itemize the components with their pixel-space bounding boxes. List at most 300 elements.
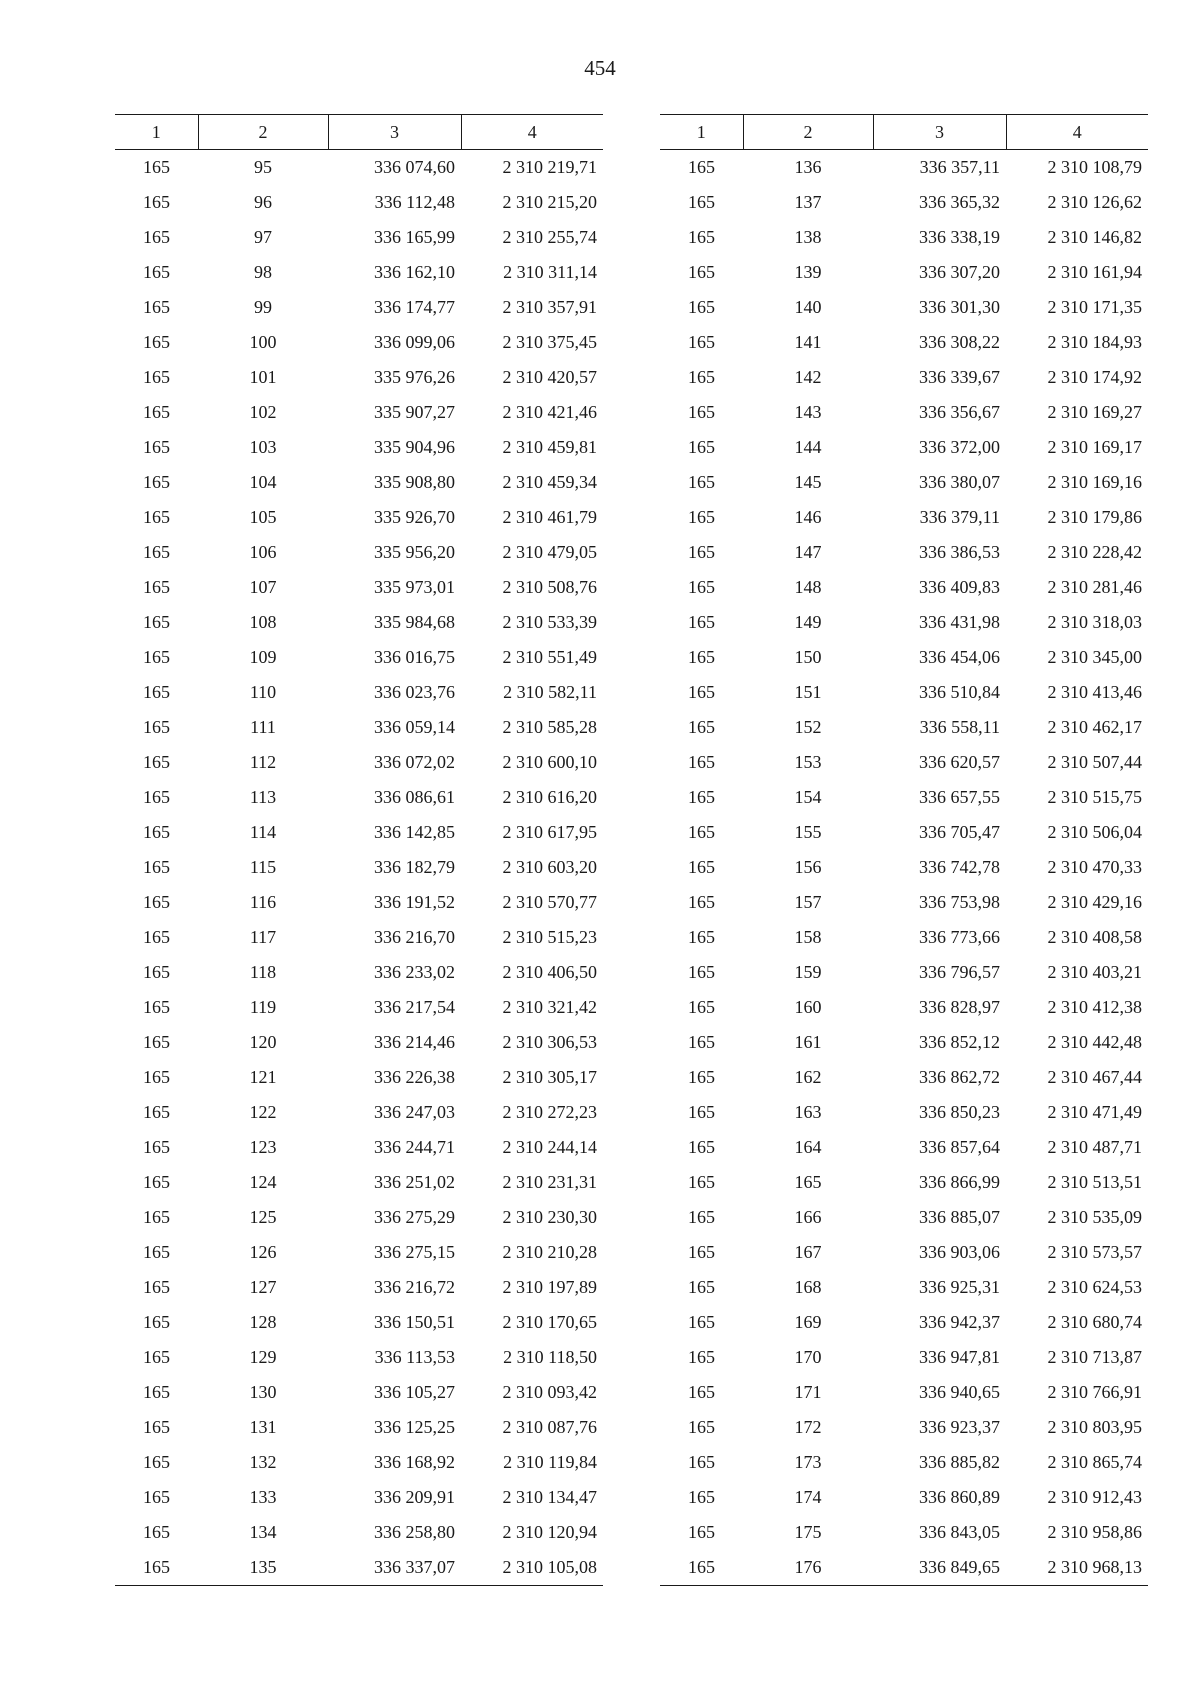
point-number-cell: 138 [794, 227, 822, 247]
y-coordinate-cell: 2 310 118,50 [503, 1347, 597, 1367]
section-number-cell: 165 [143, 1277, 170, 1297]
x-coordinate-cell: 336 023,76 [374, 682, 455, 702]
x-coordinate-cell: 336 339,67 [919, 367, 1000, 387]
table-row [660, 290, 1148, 325]
point-number-cell: 102 [249, 402, 277, 422]
table-row [660, 1340, 1148, 1375]
x-coordinate-cell: 336 885,07 [919, 1207, 1000, 1227]
x-coordinate-cell: 336 216,72 [374, 1277, 455, 1297]
x-coordinate-cell: 335 973,01 [374, 577, 455, 597]
table-row [115, 850, 603, 885]
point-number-cell: 164 [794, 1137, 822, 1157]
section-number-cell: 165 [688, 752, 715, 772]
column-header-4: 4 [461, 115, 603, 150]
x-coordinate-cell: 336 852,12 [919, 1032, 1000, 1052]
y-coordinate-cell: 2 310 461,79 [502, 507, 597, 527]
section-number-cell: 165 [688, 577, 715, 597]
section-number-cell: 165 [688, 1382, 715, 1402]
x-coordinate-cell: 336 365,32 [919, 192, 1000, 212]
x-coordinate-cell: 336 072,02 [374, 752, 455, 772]
table-row [660, 255, 1148, 290]
point-number-cell: 101 [249, 367, 277, 387]
x-coordinate-cell: 336 191,52 [374, 892, 455, 912]
point-number-cell: 161 [794, 1032, 822, 1052]
section-number-cell: 165 [143, 1067, 170, 1087]
section-number-cell: 165 [688, 1277, 715, 1297]
y-coordinate-cell: 2 310 535,09 [1047, 1207, 1142, 1227]
table-row [660, 1445, 1148, 1480]
y-coordinate-cell: 2 310 169,17 [1047, 437, 1142, 457]
y-coordinate-cell: 2 310 119,84 [503, 1452, 597, 1472]
y-coordinate-cell: 2 310 471,49 [1047, 1102, 1142, 1122]
table-row [115, 465, 603, 500]
x-coordinate-cell: 336 885,82 [919, 1452, 1000, 1472]
table-row [660, 640, 1148, 675]
table-row [660, 1410, 1148, 1445]
point-number-cell: 163 [794, 1102, 822, 1122]
section-number-cell: 165 [143, 332, 170, 352]
y-coordinate-cell: 2 310 108,79 [1047, 157, 1142, 177]
y-coordinate-cell: 2 310 713,87 [1047, 1347, 1142, 1367]
column-header-2: 2 [743, 115, 873, 150]
point-number-cell: 143 [794, 402, 822, 422]
table-row [115, 1480, 603, 1515]
y-coordinate-cell: 2 310 533,39 [502, 612, 597, 632]
y-coordinate-cell: 2 310 680,74 [1047, 1312, 1142, 1332]
section-number-cell: 165 [688, 262, 715, 282]
y-coordinate-cell: 2 310 210,28 [502, 1242, 597, 1262]
x-coordinate-cell: 335 907,27 [374, 402, 455, 422]
section-number-cell: 165 [688, 1522, 715, 1542]
table-row [115, 990, 603, 1025]
column-header-3: 3 [328, 115, 461, 150]
point-number-cell: 174 [794, 1487, 822, 1507]
section-number-cell: 165 [688, 192, 715, 212]
y-coordinate-cell: 2 310 508,76 [502, 577, 597, 597]
x-coordinate-cell: 336 275,15 [374, 1242, 455, 1262]
y-coordinate-cell: 2 310 551,49 [502, 647, 597, 667]
y-coordinate-cell: 2 310 420,57 [502, 367, 597, 387]
x-coordinate-cell: 336 168,92 [374, 1452, 455, 1472]
page-number: 454 [584, 56, 616, 80]
y-coordinate-cell: 2 310 174,92 [1047, 367, 1142, 387]
y-coordinate-cell: 2 310 616,20 [502, 787, 597, 807]
column-header-1: 1 [115, 115, 198, 150]
section-number-cell: 165 [688, 1137, 715, 1157]
y-coordinate-cell: 2 310 585,28 [502, 717, 597, 737]
y-coordinate-cell: 2 310 228,42 [1047, 542, 1142, 562]
x-coordinate-cell: 336 016,75 [374, 647, 455, 667]
table-header-row [115, 115, 603, 150]
x-coordinate-cell: 336 216,70 [374, 927, 455, 947]
x-coordinate-cell: 336 940,65 [919, 1382, 1000, 1402]
y-coordinate-cell: 2 310 126,62 [1047, 192, 1142, 212]
section-number-cell: 165 [688, 437, 715, 457]
point-number-cell: 147 [794, 542, 822, 562]
section-number-cell: 165 [143, 1032, 170, 1052]
table-row [660, 1025, 1148, 1060]
x-coordinate-cell: 336 866,99 [919, 1172, 1000, 1192]
section-number-cell: 165 [660, 1550, 743, 1586]
section-number-cell: 165 [688, 1172, 715, 1192]
point-number-cell: 125 [249, 1207, 277, 1227]
y-coordinate-cell: 2 310 865,74 [1047, 1452, 1142, 1472]
x-coordinate-cell: 336 773,66 [919, 927, 1000, 947]
x-coordinate-cell: 336 828,97 [919, 997, 1000, 1017]
y-coordinate-cell: 2 310 306,53 [502, 1032, 597, 1052]
point-number-cell: 134 [249, 1522, 277, 1542]
x-coordinate-cell: 336 850,23 [919, 1102, 1000, 1122]
y-coordinate-cell: 2 310 345,00 [1047, 647, 1142, 667]
section-number-cell: 165 [143, 1207, 170, 1227]
table-row [660, 885, 1148, 920]
point-number-cell: 115 [249, 857, 277, 877]
table-row [115, 220, 603, 255]
section-number-cell: 165 [688, 1487, 715, 1507]
y-coordinate-cell: 2 310 272,23 [502, 1102, 597, 1122]
x-coordinate-cell: 336 174,77 [374, 297, 455, 317]
section-number-cell: 165 [688, 1417, 715, 1437]
x-coordinate-cell: 335 926,70 [374, 507, 455, 527]
y-coordinate-cell: 2 310 912,43 [1047, 1487, 1142, 1507]
point-number-cell: 140 [794, 297, 822, 317]
table-row [115, 150, 603, 186]
y-coordinate-cell: 2 310 442,48 [1047, 1032, 1142, 1052]
x-coordinate-cell: 336 796,57 [919, 962, 1000, 982]
point-number-cell: 114 [249, 822, 277, 842]
x-coordinate-cell: 336 142,85 [374, 822, 455, 842]
table-row [115, 185, 603, 220]
point-number-cell: 158 [794, 927, 822, 947]
section-number-cell: 165 [143, 717, 170, 737]
table-row [660, 605, 1148, 640]
point-number-cell: 168 [794, 1277, 822, 1297]
table-row [115, 500, 603, 535]
section-number-cell: 165 [143, 542, 170, 562]
x-coordinate-cell: 336 337,07 [328, 1550, 461, 1586]
y-coordinate-cell: 2 310 184,93 [1047, 332, 1142, 352]
point-number-cell: 127 [249, 1277, 277, 1297]
point-number-cell: 149 [794, 612, 822, 632]
x-coordinate-cell: 336 862,72 [919, 1067, 1000, 1087]
section-number-cell: 165 [688, 892, 715, 912]
point-number-cell: 105 [249, 507, 277, 527]
section-number-cell: 165 [143, 1382, 170, 1402]
x-coordinate-cell: 336 308,22 [919, 332, 1000, 352]
y-coordinate-cell: 2 310 506,04 [1047, 822, 1142, 842]
point-number-cell: 95 [254, 157, 272, 177]
x-coordinate-cell: 336 454,06 [919, 647, 1000, 667]
x-coordinate-cell: 336 923,37 [919, 1417, 1000, 1437]
section-number-cell: 165 [143, 1137, 170, 1157]
section-number-cell: 165 [143, 682, 170, 702]
point-number-cell: 97 [254, 227, 272, 247]
point-number-cell: 116 [249, 892, 277, 912]
point-number-cell: 172 [794, 1417, 822, 1437]
section-number-cell: 165 [143, 507, 170, 527]
section-number-cell: 165 [688, 367, 715, 387]
point-number-cell: 109 [249, 647, 277, 667]
x-coordinate-cell: 336 247,03 [374, 1102, 455, 1122]
point-number-cell: 110 [249, 682, 277, 702]
table-row [660, 220, 1148, 255]
coordinates-table-left [115, 114, 603, 1586]
point-number-cell: 103 [249, 437, 277, 457]
section-number-cell: 165 [143, 402, 170, 422]
point-number-cell: 120 [249, 1032, 277, 1052]
section-number-cell: 165 [688, 227, 715, 247]
y-coordinate-cell: 2 310 281,46 [1047, 577, 1142, 597]
point-number-cell: 173 [794, 1452, 822, 1472]
y-coordinate-cell: 2 310 244,14 [502, 1137, 597, 1157]
table-row [660, 1200, 1148, 1235]
y-coordinate-cell: 2 310 766,91 [1047, 1382, 1142, 1402]
section-number-cell: 165 [143, 472, 170, 492]
column-header-1: 1 [660, 115, 743, 150]
x-coordinate-cell: 336 558,11 [919, 717, 1000, 737]
section-number-cell: 165 [688, 857, 715, 877]
table-row [660, 1550, 1148, 1586]
table-row [660, 500, 1148, 535]
table-row [115, 920, 603, 955]
point-number-cell: 145 [794, 472, 822, 492]
section-number-cell: 165 [143, 1487, 170, 1507]
x-coordinate-cell: 336 113,53 [374, 1347, 455, 1367]
x-coordinate-cell: 336 214,46 [374, 1032, 455, 1052]
x-coordinate-cell: 336 386,53 [919, 542, 1000, 562]
table-row [660, 1270, 1148, 1305]
section-number-cell: 165 [688, 822, 715, 842]
section-number-cell: 165 [688, 1312, 715, 1332]
table-row [660, 465, 1148, 500]
x-coordinate-cell: 336 226,38 [374, 1067, 455, 1087]
y-coordinate-cell: 2 310 230,30 [502, 1207, 597, 1227]
table-row [660, 535, 1148, 570]
x-coordinate-cell: 336 112,48 [374, 192, 455, 212]
table-row [115, 570, 603, 605]
x-coordinate-cell: 336 742,78 [919, 857, 1000, 877]
table-row [660, 1480, 1148, 1515]
section-number-cell: 165 [143, 822, 170, 842]
y-coordinate-cell: 2 310 968,13 [1006, 1550, 1148, 1586]
point-number-cell: 119 [249, 997, 277, 1017]
table-row [660, 325, 1148, 360]
point-number-cell: 153 [794, 752, 822, 772]
coordinates-table-right [660, 114, 1148, 1586]
point-number-cell: 135 [198, 1550, 328, 1586]
table-row [660, 185, 1148, 220]
table-row [660, 395, 1148, 430]
section-number-cell: 165 [143, 227, 170, 247]
table-row [660, 955, 1148, 990]
table-row [660, 990, 1148, 1025]
section-number-cell: 165 [143, 892, 170, 912]
point-number-cell: 96 [254, 192, 272, 212]
x-coordinate-cell: 336 620,57 [919, 752, 1000, 772]
y-coordinate-cell: 2 310 582,11 [503, 682, 597, 702]
x-coordinate-cell: 336 849,65 [873, 1550, 1006, 1586]
x-coordinate-cell: 336 510,84 [919, 682, 1000, 702]
table-row [115, 1235, 603, 1270]
x-coordinate-cell: 336 074,60 [374, 157, 455, 177]
table-header-row [660, 115, 1148, 150]
x-coordinate-cell: 336 150,51 [374, 1312, 455, 1332]
y-coordinate-cell: 2 310 357,91 [502, 297, 597, 317]
y-coordinate-cell: 2 310 429,16 [1047, 892, 1142, 912]
point-number-cell: 124 [249, 1172, 277, 1192]
y-coordinate-cell: 2 310 231,31 [502, 1172, 597, 1192]
point-number-cell: 137 [794, 192, 822, 212]
y-coordinate-cell: 2 310 408,58 [1047, 927, 1142, 947]
point-number-cell: 151 [794, 682, 822, 702]
y-coordinate-cell: 2 310 134,47 [502, 1487, 597, 1507]
section-number-cell: 165 [688, 717, 715, 737]
point-number-cell: 150 [794, 647, 822, 667]
table-row [115, 1060, 603, 1095]
table-row [115, 640, 603, 675]
table-row [115, 1550, 603, 1586]
section-number-cell: 165 [143, 1452, 170, 1472]
point-number-cell: 131 [249, 1417, 277, 1437]
section-number-cell: 165 [688, 1242, 715, 1262]
section-number-cell: 165 [143, 752, 170, 772]
section-number-cell: 165 [688, 1452, 715, 1472]
y-coordinate-cell: 2 310 459,81 [502, 437, 597, 457]
section-number-cell: 165 [688, 1102, 715, 1122]
point-number-cell: 99 [254, 297, 272, 317]
y-coordinate-cell: 2 310 179,86 [1047, 507, 1142, 527]
y-coordinate-cell: 2 310 624,53 [1047, 1277, 1142, 1297]
table-row [660, 745, 1148, 780]
point-number-cell: 160 [794, 997, 822, 1017]
x-coordinate-cell: 336 165,99 [374, 227, 455, 247]
x-coordinate-cell: 336 753,98 [919, 892, 1000, 912]
table-row [660, 430, 1148, 465]
y-coordinate-cell: 2 310 120,94 [502, 1522, 597, 1542]
y-coordinate-cell: 2 310 617,95 [502, 822, 597, 842]
x-coordinate-cell: 336 244,71 [374, 1137, 455, 1157]
y-coordinate-cell: 2 310 470,33 [1047, 857, 1142, 877]
x-coordinate-cell: 336 059,14 [374, 717, 455, 737]
section-number-cell: 165 [143, 1102, 170, 1122]
section-number-cell: 165 [688, 402, 715, 422]
table-row [660, 710, 1148, 745]
y-coordinate-cell: 2 310 105,08 [461, 1550, 603, 1586]
table-row [660, 850, 1148, 885]
table-row [115, 675, 603, 710]
y-coordinate-cell: 2 310 406,50 [502, 962, 597, 982]
y-coordinate-cell: 2 310 479,05 [502, 542, 597, 562]
x-coordinate-cell: 336 251,02 [374, 1172, 455, 1192]
section-number-cell: 165 [688, 297, 715, 317]
table-row [115, 325, 603, 360]
section-number-cell: 165 [688, 682, 715, 702]
y-coordinate-cell: 2 310 087,76 [502, 1417, 597, 1437]
section-number-cell: 165 [688, 647, 715, 667]
section-number-cell: 165 [115, 1550, 198, 1586]
point-number-cell: 122 [249, 1102, 277, 1122]
point-number-cell: 169 [794, 1312, 822, 1332]
x-coordinate-cell: 336 307,20 [919, 262, 1000, 282]
x-coordinate-cell: 336 162,10 [374, 262, 455, 282]
point-number-cell: 146 [794, 507, 822, 527]
x-coordinate-cell: 336 843,05 [919, 1522, 1000, 1542]
table-row [115, 1375, 603, 1410]
x-coordinate-cell: 336 379,11 [919, 507, 1000, 527]
table-row [660, 1165, 1148, 1200]
table-row [115, 1445, 603, 1480]
table-row [115, 1130, 603, 1165]
section-number-cell: 165 [688, 927, 715, 947]
point-number-cell: 165 [794, 1172, 822, 1192]
table-row [115, 1200, 603, 1235]
x-coordinate-cell: 335 908,80 [374, 472, 455, 492]
x-coordinate-cell: 336 182,79 [374, 857, 455, 877]
table-row [660, 1375, 1148, 1410]
section-number-cell: 165 [143, 367, 170, 387]
table-row [660, 1130, 1148, 1165]
point-number-cell: 129 [249, 1347, 277, 1367]
y-coordinate-cell: 2 310 412,38 [1047, 997, 1142, 1017]
y-coordinate-cell: 2 310 169,27 [1047, 402, 1142, 422]
section-number-cell: 165 [688, 157, 715, 177]
section-number-cell: 165 [688, 1207, 715, 1227]
section-number-cell: 165 [143, 157, 170, 177]
table-row [115, 955, 603, 990]
point-number-cell: 154 [794, 787, 822, 807]
x-coordinate-cell: 336 233,02 [374, 962, 455, 982]
x-coordinate-cell: 335 904,96 [374, 437, 455, 457]
x-coordinate-cell: 336 860,89 [919, 1487, 1000, 1507]
point-number-cell: 176 [743, 1550, 873, 1586]
y-coordinate-cell: 2 310 573,57 [1047, 1242, 1142, 1262]
point-number-cell: 167 [794, 1242, 822, 1262]
y-coordinate-cell: 2 310 515,75 [1047, 787, 1142, 807]
section-number-cell: 165 [143, 297, 170, 317]
point-number-cell: 141 [794, 332, 822, 352]
point-number-cell: 130 [249, 1382, 277, 1402]
point-number-cell: 162 [794, 1067, 822, 1087]
section-number-cell: 165 [143, 962, 170, 982]
section-number-cell: 165 [143, 1347, 170, 1367]
y-coordinate-cell: 2 310 403,21 [1047, 962, 1142, 982]
x-coordinate-cell: 336 705,47 [919, 822, 1000, 842]
y-coordinate-cell: 2 310 321,42 [502, 997, 597, 1017]
section-number-cell: 165 [143, 857, 170, 877]
table-row [115, 885, 603, 920]
table-row [115, 1095, 603, 1130]
point-number-cell: 100 [249, 332, 277, 352]
section-number-cell: 165 [143, 577, 170, 597]
x-coordinate-cell: 336 357,11 [919, 157, 1000, 177]
x-coordinate-cell: 336 099,06 [374, 332, 455, 352]
table-row [115, 745, 603, 780]
y-coordinate-cell: 2 310 375,45 [502, 332, 597, 352]
x-coordinate-cell: 336 217,54 [374, 997, 455, 1017]
section-number-cell: 165 [688, 1067, 715, 1087]
point-number-cell: 112 [249, 752, 277, 772]
y-coordinate-cell: 2 310 215,20 [502, 192, 597, 212]
x-coordinate-cell: 336 857,64 [919, 1137, 1000, 1157]
point-number-cell: 111 [250, 717, 276, 737]
section-number-cell: 165 [688, 962, 715, 982]
section-number-cell: 165 [688, 787, 715, 807]
y-coordinate-cell: 2 310 459,34 [502, 472, 597, 492]
section-number-cell: 165 [143, 437, 170, 457]
point-number-cell: 123 [249, 1137, 277, 1157]
section-number-cell: 165 [143, 1417, 170, 1437]
table-row [660, 1515, 1148, 1550]
